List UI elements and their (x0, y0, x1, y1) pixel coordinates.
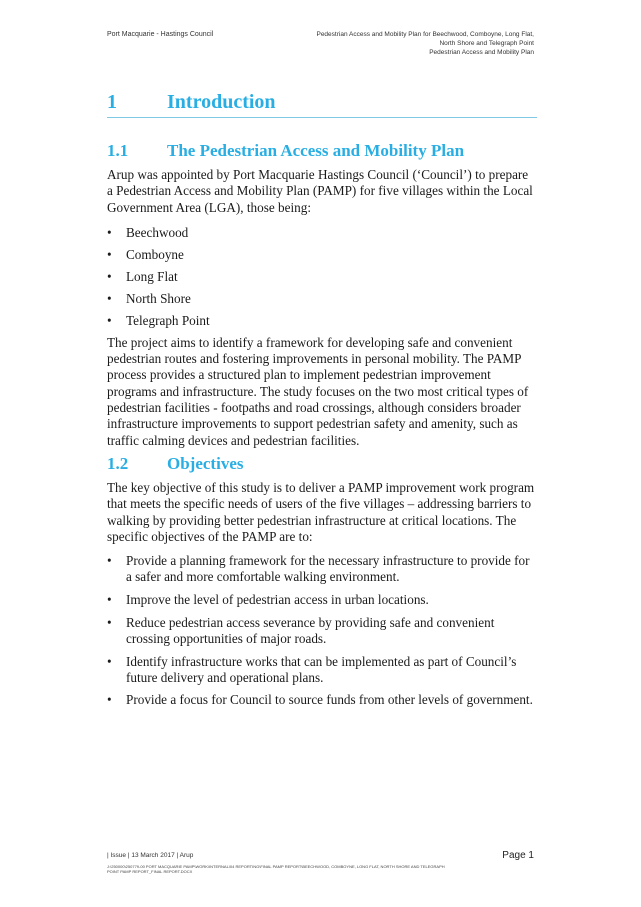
list-item: • Comboyne (107, 246, 184, 262)
section-number: 1 (107, 91, 117, 113)
list-item: • Beechwood (107, 224, 189, 240)
objectives-list (107, 553, 537, 709)
bullet-icon: • (107, 592, 112, 608)
bullet-icon: • (107, 653, 112, 669)
pamp-body-paragraph: The project aims to identify a framework for developing safe and convenient pedestrian routes and fostering improvements in personal mobility. The PAMP process provides a structured plan to implement pedestrian improvement programs and infrastructure. The study focuses on the two most critical types of pedestrian facilities - footpaths and road crossings, although considers broader infrastructure improvements to support pedestrian safety and amenity, such as traffic calming devices and pedestrian facilities. (107, 334, 529, 448)
bullet-icon: • (107, 290, 112, 306)
section-pamp (107, 140, 537, 449)
list-item: • North Shore (107, 290, 191, 306)
subsection-heading-pamp (107, 140, 537, 162)
list-item: • Reduce pedestrian access severance by providing safe and convenient crossing opportunities of major roads. (107, 614, 495, 646)
subsection-title: The Pedestrian Access and Mobility Plan (167, 141, 465, 160)
list-item: • Identify infrastructure works that can be implemented as part of Council’s future delivery and operational plans. (107, 653, 517, 685)
footer-issue: | Issue | 13 March 2017 | Arup (107, 852, 194, 859)
footer-file-path: J:\250000\250779-00 PORT MACQUARIE PAMP\WORK\INTERNAL\04 REPORTING\FINAL PAMP REPORT\BEECHWOOD, COMBOYNE, LONG FLAT, NORTH SHORE AND TELEGRAPH POINT PAMP REPORT_FINAL REPORT.DOCX (107, 864, 445, 874)
section-title: Introduction (167, 91, 276, 113)
objectives-intro-paragraph: The key objective of this study is to deliver a PAMP improvement work program that meets the specific needs of users of the five villages – addressing barriers to walking by providing better pedestrian infrastructure at critical locations. The specific objectives of the PAMP are to: (107, 480, 535, 544)
village-list (107, 225, 537, 329)
bullet-icon: • (107, 553, 112, 569)
bullet-icon: • (107, 614, 112, 630)
list-item: • Provide a planning framework for the necessary infrastructure to provide for a safer and more comfortable walking environment. (107, 553, 530, 585)
bullet-icon: • (107, 246, 112, 262)
bullet-icon: • (107, 692, 112, 708)
bullet-icon: • (107, 268, 112, 284)
subsection-heading-objectives (107, 453, 537, 475)
list-item: • Provide a focus for Council to source funds from other levels of government. (107, 692, 533, 708)
header-title-line: Pedestrian Access and Mobility Plan for Beechwood, Comboyne, Long Flat, (316, 31, 534, 38)
bullet-icon: • (107, 312, 112, 328)
header-document-title (316, 30, 534, 57)
list-item: • Improve the level of pedestrian access in urban locations. (107, 592, 429, 608)
subsection-number: 1.1 (107, 141, 129, 160)
header-title-line: North Shore and Telegraph Point (439, 40, 534, 47)
list-item: • Long Flat (107, 268, 178, 284)
section-heading-introduction (107, 90, 537, 118)
list-item: • Telegraph Point (107, 312, 210, 328)
header-organisation: Port Macquarie - Hastings Council (107, 31, 214, 38)
subsection-title: Objectives (167, 454, 244, 473)
pamp-intro-paragraph: Arup was appointed by Port Macquarie Hastings Council (‘Council’) to prepare a Pedestrian Access and Mobility Plan (PAMP) for five villages within the Local Government Area (LGA), those being: (107, 167, 533, 215)
subsection-number: 1.2 (107, 454, 129, 473)
bullet-icon: • (107, 224, 112, 240)
page-number: Page 1 (502, 850, 534, 861)
section-objectives (107, 453, 537, 715)
header-title-line: Pedestrian Access and Mobility Plan (429, 49, 534, 56)
